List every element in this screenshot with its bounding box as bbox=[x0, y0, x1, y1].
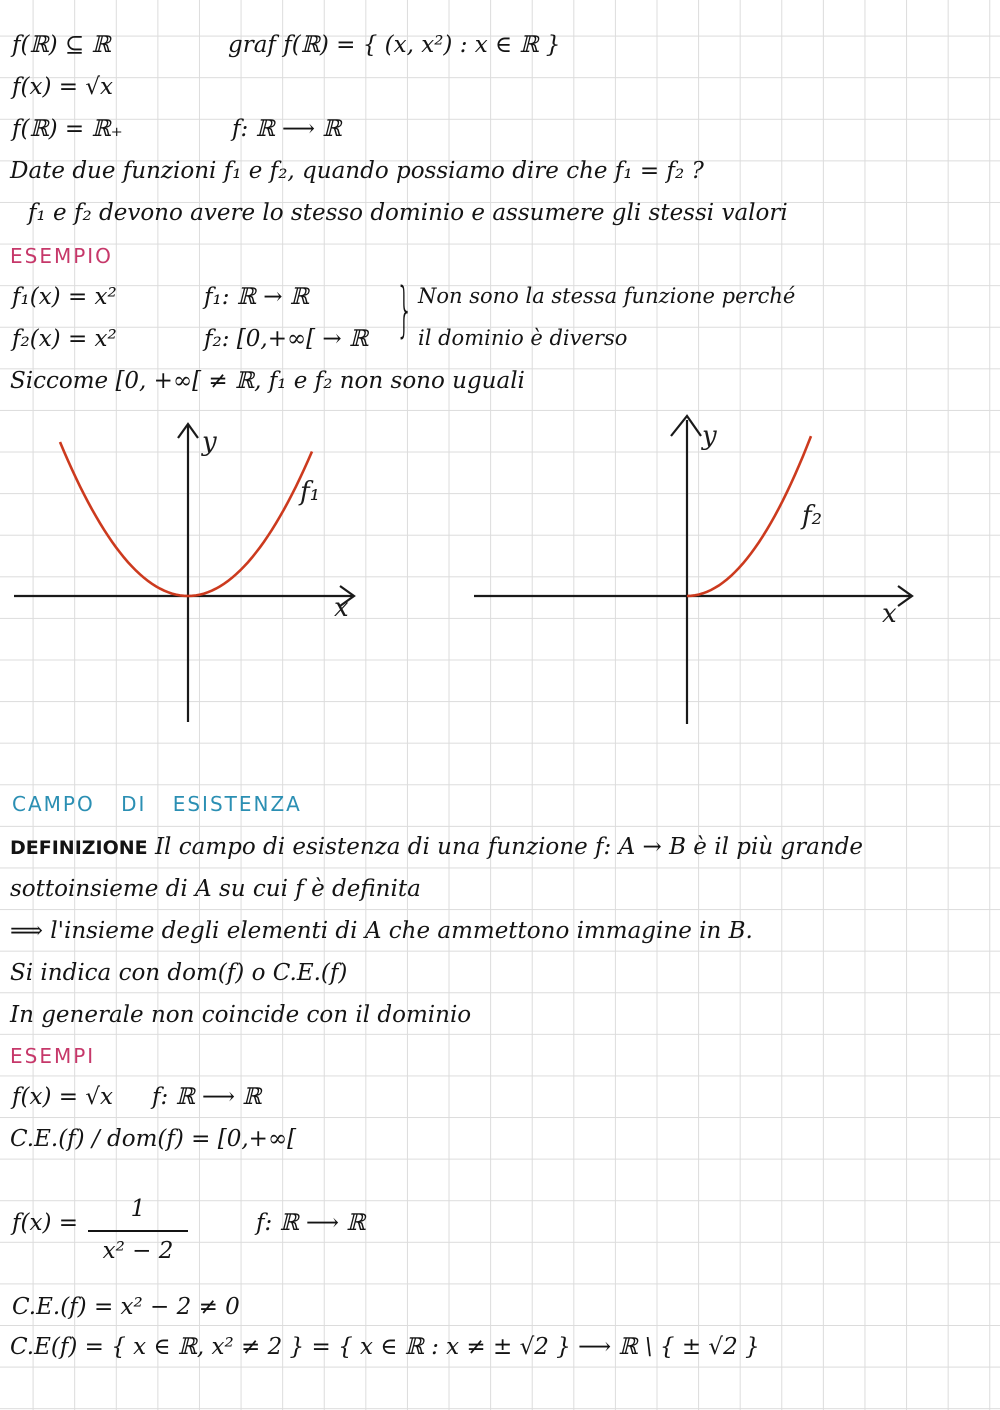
definizione-text-3: ⟹ l'insieme degli elementi di A che ammettono immagine in B. bbox=[10, 918, 753, 944]
definizione-text-5: In generale non coincide con il dominio bbox=[10, 1002, 472, 1028]
note-line-4: Date due funzioni f₁ e f₂, quando possiamo dire che f₁ = f₂ ? bbox=[10, 158, 704, 184]
fraction-denominator: x² − 2 bbox=[102, 1238, 174, 1264]
x-axis-label: x bbox=[334, 593, 349, 623]
esempi-e2-ce2: C.E(f) = { x ∈ ℝ, x² ≠ 2 } = { x ∈ ℝ : x ≠ ± √2 } ⟶ ℝ \ { ± √2 } bbox=[10, 1334, 760, 1360]
note-line-3b: f: ℝ ⟶ ℝ bbox=[232, 116, 342, 142]
esempio-f1: f₁(x) = x² bbox=[12, 284, 117, 310]
graph-f2 bbox=[470, 400, 940, 740]
note-line-1b: graf f(ℝ) = { (x, x²) : x ∈ ℝ } bbox=[228, 32, 561, 58]
curly-brace: } bbox=[396, 275, 414, 345]
esempi-e2-ce1: C.E.(f) = x² − 2 ≠ 0 bbox=[12, 1294, 240, 1320]
esempio-f2-map: f₂: [0,+∞[ → ℝ bbox=[204, 326, 369, 352]
esempio-note-2: il dominio è diverso bbox=[418, 326, 628, 350]
esempi-e1: f(x) = √x bbox=[12, 1084, 113, 1110]
definizione-text: Il campo di esistenza di una funzione f: A → B è il più grande bbox=[154, 834, 864, 860]
esempio-note-1: Non sono la stessa funzione perché bbox=[418, 284, 796, 308]
fraction-bar bbox=[88, 1230, 188, 1232]
curve-label-f1: f₁ bbox=[300, 477, 321, 507]
esempi-e1-ce: C.E.(f) / dom(f) = [0,+∞[ bbox=[10, 1126, 297, 1152]
fraction-numerator: 1 bbox=[130, 1196, 146, 1222]
note-line-3: f(ℝ) = ℝ₊ bbox=[12, 116, 123, 142]
campo-heading: CAMPO DI ESISTENZA bbox=[12, 792, 302, 816]
curve-f1 bbox=[60, 442, 312, 596]
definizione-text-4: Si indica con dom(f) o C.E.(f) bbox=[10, 960, 348, 986]
esempio-f1-map: f₁: ℝ → ℝ bbox=[204, 284, 309, 310]
y-axis-label: y bbox=[702, 421, 717, 451]
esempi-e1-map: f: ℝ ⟶ ℝ bbox=[152, 1084, 262, 1110]
definizione-label: DEFINIZIONE bbox=[10, 837, 148, 859]
note-line-1: f(ℝ) ⊆ ℝ bbox=[12, 32, 111, 58]
esempi-heading: ESEMPI bbox=[10, 1044, 96, 1068]
note-line-2: f(x) = √x bbox=[12, 74, 113, 100]
esempio-heading: ESEMPIO bbox=[10, 244, 113, 268]
definizione-text-2: sottoinsieme di A su cui f è definita bbox=[10, 876, 421, 902]
fraction bbox=[88, 1198, 188, 1268]
curve-f2 bbox=[687, 436, 811, 596]
esempio-conclusion: Siccome [0, +∞[ ≠ ℝ, f₁ e f₂ non sono uguali bbox=[10, 368, 525, 394]
y-axis-label: y bbox=[202, 427, 217, 457]
note-line-5: f₁ e f₂ devono avere lo stesso dominio e assumere gli stessi valori bbox=[28, 200, 788, 226]
esempio-f2: f₂(x) = x² bbox=[12, 326, 117, 352]
graph-f1 bbox=[0, 400, 470, 740]
esempi-e2-lhs: f(x) = bbox=[12, 1210, 79, 1236]
esempi-e2-map: f: ℝ ⟶ ℝ bbox=[256, 1210, 366, 1236]
x-axis-label: x bbox=[882, 599, 897, 629]
curve-label-f2: f₂ bbox=[802, 501, 823, 531]
